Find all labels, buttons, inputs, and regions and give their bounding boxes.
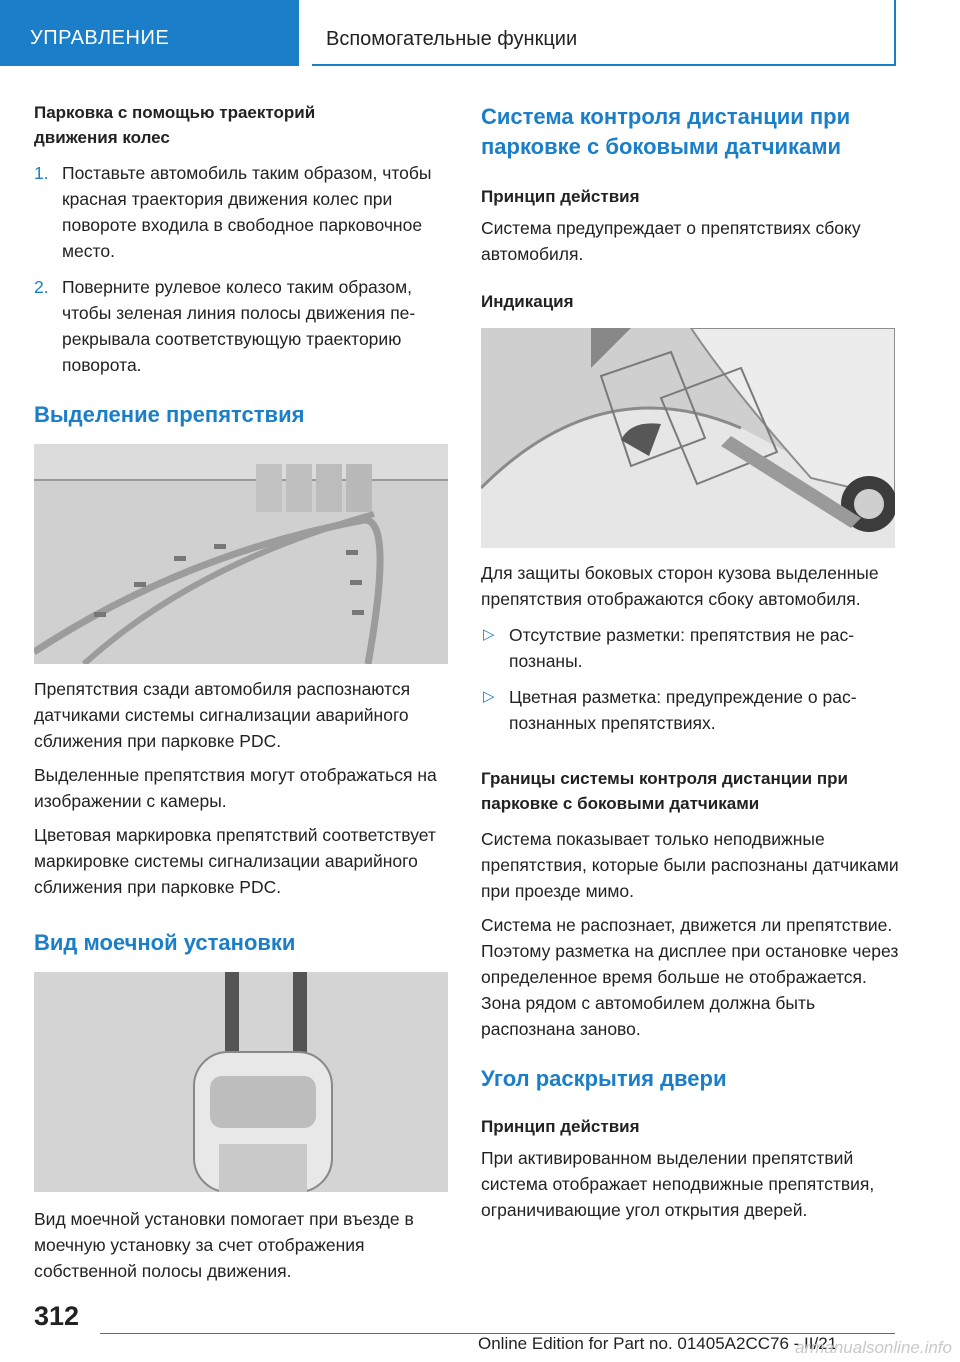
step-number: 2. — [34, 277, 49, 297]
principle-heading: Принцип действия — [481, 187, 640, 206]
triangle-icon: ▷ — [483, 626, 495, 643]
bullet-colored-marking — [481, 684, 899, 736]
side-sensor-image — [481, 328, 895, 548]
obstacle-heading: Выделение препятствия — [34, 402, 305, 427]
section-tab — [0, 0, 299, 66]
right-column — [481, 102, 899, 1223]
triangle-icon: ▷ — [483, 688, 495, 705]
bullet-text: Отсутствие разметки: препятствия не распознаны. — [509, 625, 855, 671]
door-principle-heading: Принцип действия — [481, 1117, 640, 1136]
principle-text: Система предупреждает о препятствиях сбоку автомобиля. — [481, 218, 861, 264]
subsection-title: Вспомогательные функции — [326, 28, 578, 50]
obstacle-camera-image — [34, 444, 448, 664]
limits-heading: Границы системы контроля дистанции при парковке с боковыми датчиками — [481, 769, 848, 813]
door-text: При активированном выделении препятствий система отображает неподвижные препятствия, ограничивающие угол открытия дверей. — [481, 1148, 875, 1220]
trajectory-heading: Парковка с помощью траекторий движения колес — [34, 103, 316, 147]
indication-heading: Индикация — [481, 292, 574, 311]
footer-edition: Online Edition for Part no. 01405A2CC76 - II/21 — [478, 1334, 838, 1353]
watermark: armanualsonline.info — [795, 1338, 952, 1357]
bullet-no-marking — [481, 622, 899, 674]
indication-text: Для защиты боковых сторон кузова выделенные препятствия отображаются сбоку автомобиля. — [481, 563, 879, 609]
page-number: 312 — [34, 1301, 80, 1331]
left-column — [34, 100, 452, 1284]
bullet-text: Цветная разметка: предупреждение о распознанных препятствиях. — [509, 687, 857, 733]
step-text: Поверните рулевое колесо таким образом, чтобы зеленая линия полосы движения перекрывала соответствующую траекторию поворота. — [62, 277, 416, 375]
wash-view-image — [34, 972, 448, 1192]
side-sensors-heading: Система контроля дистанции при парковке с боковыми датчиками — [481, 104, 851, 159]
limits-paragraph-2: Система не распознает, движется ли препятствие. Поэтому разметка на дисплее при остановке через определенное время больше не отображается. Зона рядом с автомобилем должна быть распознана заново. — [481, 915, 899, 1039]
section-title: УПРАВЛЕНИЕ — [30, 27, 170, 49]
door-angle-heading: Угол раскрытия двери — [481, 1066, 727, 1091]
limits-paragraph-1: Система показывает только неподвижные препятствия, которые были распознаны датчиками при проезде мимо. — [481, 829, 899, 901]
obstacle-paragraph-3: Цветовая маркировка препятствий соответствует маркировке системы сигнализации аварийного сближения при парковке PDC. — [34, 825, 436, 897]
step-text: Поставьте автомобиль таким образом, чтобы красная траектория движения колес при повороте входила в свободное парковочное место. — [62, 163, 432, 261]
wash-heading: Вид моечной установки — [34, 930, 296, 955]
step-number: 1. — [34, 163, 49, 183]
obstacle-paragraph-1: Препятствия сзади автомобиля распознаются датчиками системы сигнализации аварийного сближения при парковке PDC. — [34, 679, 411, 751]
obstacle-paragraph-2: Выделенные препятствия могут отображаться на изображении с камеры. — [34, 765, 437, 811]
step-1 — [34, 160, 452, 264]
step-2 — [34, 274, 452, 378]
wash-paragraph: Вид моечной установки помогает при въезде в моечную установку за счет отображения собственной полосы движения. — [34, 1209, 414, 1281]
